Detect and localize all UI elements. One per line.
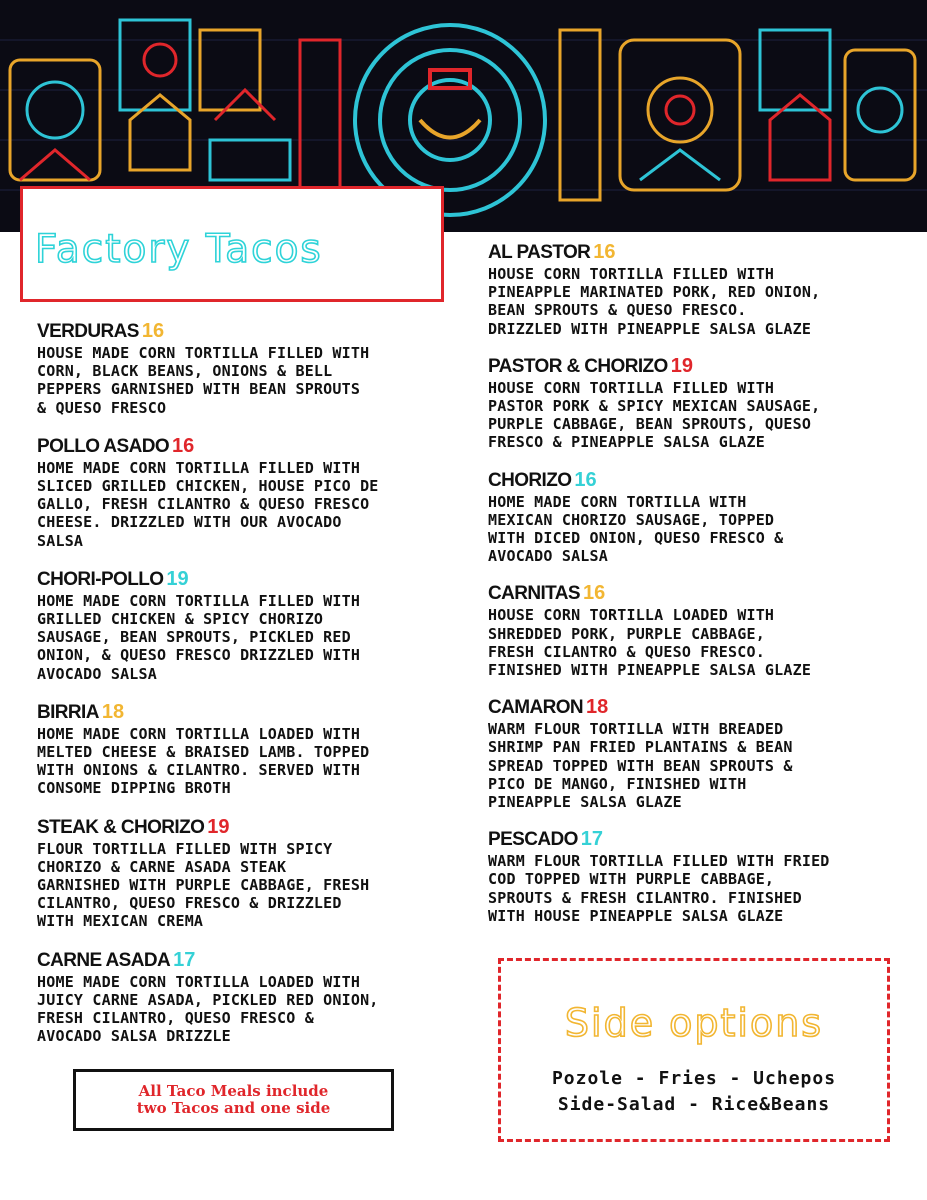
menu-item-price: 16 [582, 582, 606, 605]
menu-item-description: HOME MADE CORN TORTILLA LOADED WITH JUICY CARNE ASADA, PICKLED RED ONION, FRESH CILANTRO, QUESO FRESCO & AVOCADO SALSA DRIZZLE [37, 972, 379, 1046]
menu-item [37, 568, 457, 683]
menu-item-name: CAMARON [488, 697, 584, 719]
menu-item [37, 701, 457, 798]
page-title: Factory Tacos [35, 227, 323, 272]
side-options-box [498, 958, 890, 1142]
menu-item-name: BIRRIA [37, 701, 99, 723]
menu-item-header [37, 568, 457, 592]
menu-item-price: 16 [574, 468, 597, 491]
menu-item-description: HOME MADE CORN TORTILLA LOADED WITH MELTED CHEESE & BRAISED LAMB. TOPPED WITH ONIONS & CILANTRO. SERVED WITH CONSOME DIPPING BROTH [37, 724, 370, 798]
side-options-title: Side options [564, 1001, 824, 1045]
menu-item [488, 469, 908, 566]
menu-item-name: PASTOR & CHORIZO [488, 355, 668, 377]
menu-item-description: HOUSE CORN TORTILLA FILLED WITH PINEAPPLE MARINATED PORK, RED ONION, BEAN SPROUTS & QUESO FRESCO. DRIZZLED WITH PINEAPPLE SALSA GLAZE [488, 265, 821, 338]
menu-item [488, 696, 908, 811]
menu-item-price: 19 [207, 815, 230, 838]
menu-item-header [488, 469, 908, 493]
menu-item [488, 241, 908, 338]
menu-item-price: 18 [101, 700, 125, 723]
menu-item [37, 949, 457, 1046]
side-options-line: Pozole - Fries - Uchepos [551, 1068, 837, 1089]
menu-item-description: HOME MADE CORN TORTILLA WITH MEXICAN CHORIZO SAUSAGE, TOPPED WITH DICED ONION, QUESO FRESCO & AVOCADO SALSA [488, 492, 784, 566]
menu-item-price: 18 [586, 696, 609, 719]
menu-item-price: 16 [593, 241, 616, 263]
note-line: All Taco Meals include [138, 1082, 329, 1100]
menu-item-description: FLOUR TORTILLA FILLED WITH SPICY CHORIZO & CARNE ASADA STEAK GARNISHED WITH PURPLE CABBAGE, FRESH CILANTRO, QUESO FRESCO & DRIZZLED WITH MEXICAN CREMA [37, 839, 370, 931]
menu-item-price: 16 [141, 320, 165, 342]
menu-item-price: 16 [172, 434, 195, 457]
menu-item-header [37, 701, 457, 725]
menu-item-header [488, 828, 908, 852]
menu-column-left [37, 320, 457, 1045]
menu-item-header [37, 320, 457, 344]
menu-item-description: HOME MADE CORN TORTILLA FILLED WITH GRILLED CHICKEN & SPICY CHORIZO SAUSAGE, BEAN SPROUTS, PICKLED RED ONION, & QUESO FRESCO DRIZZLED WITH AVOCADO SALSA [37, 591, 361, 683]
menu-item-name: POLLO ASADO [37, 435, 170, 457]
menu-item-header [488, 355, 908, 379]
menu-item [37, 816, 457, 931]
menu-item-header [37, 816, 457, 840]
menu-item [488, 355, 908, 452]
menu-item-name: CHORI-POLLO [37, 568, 164, 590]
menu-item-header [488, 582, 908, 606]
menu-item-header [37, 435, 457, 459]
menu-item-description: HOME MADE CORN TORTILLA FILLED WITH SLICED GRILLED CHICKEN, HOUSE PICO DE GALLO, FRESH CILANTRO & QUESO FRESCO CHEESE. DRIZZLED WITH OUR AVOCADO SALSA [37, 458, 379, 550]
menu-item-name: VERDURAS [37, 321, 139, 342]
menu-item-price: 17 [173, 948, 196, 971]
menu-item-description: WARM FLOUR TORTILLA FILLED WITH FRIED COD TOPPED WITH PURPLE CABBAGE, SPROUTS & FRESH CILANTRO. FINISHED WITH HOUSE PINEAPPLE SALSA GLAZE [488, 852, 830, 925]
menu-item-header [488, 696, 908, 720]
menu-item-price: 19 [670, 354, 693, 377]
title-box [20, 186, 444, 302]
menu-item [37, 435, 457, 550]
menu-item-name: CHORIZO [488, 469, 572, 491]
note-line: two Tacos and one side [136, 1099, 331, 1117]
menu-item-description: WARM FLOUR TORTILLA WITH BREADED SHRIMP PAN FRIED PLANTAINS & BEAN SPREAD TOPPED WITH BEAN SPROUTS & PICO DE MANGO, FINISHED WITH PINEAPPLE SALSA GLAZE [488, 720, 793, 812]
taco-meal-note [73, 1069, 394, 1131]
menu-item-name: PESCADO [488, 829, 578, 851]
menu-item-name: CARNITAS [488, 583, 580, 605]
menu-item-description: HOUSE CORN TORTILLA FILLED WITH PASTOR PORK & SPICY MEXICAN SAUSAGE, PURPLE CABBAGE, BEAN SPROUTS, QUESO FRESCO & PINEAPPLE SALSA GLAZE [488, 378, 821, 452]
menu-item-description: HOUSE MADE CORN TORTILLA FILLED WITH CORN, BLACK BEANS, ONIONS & BELL PEPPERS GARNISHED WITH BEAN SPROUTS & QUESO FRESCO [37, 344, 370, 417]
menu-item [37, 320, 457, 417]
side-options-line: Side-Salad - Rice&Beans [557, 1094, 831, 1115]
menu-item [488, 582, 908, 679]
menu-item [488, 828, 908, 925]
menu-item-name: STEAK & CHORIZO [37, 816, 205, 838]
menu-item-description: HOUSE CORN TORTILLA LOADED WITH SHREDDED PORK, PURPLE CABBAGE, FRESH CILANTRO & QUESO FRESCO. FINISHED WITH PINEAPPLE SALSA GLAZE [488, 606, 812, 680]
menu-item-header [37, 949, 457, 973]
menu-item-name: AL PASTOR [488, 242, 591, 263]
menu-item-price: 19 [166, 567, 189, 590]
menu-item-header [488, 241, 908, 265]
menu-column-right [488, 241, 908, 925]
menu-item-name: CARNE ASADA [37, 949, 171, 971]
menu-item-price: 17 [580, 828, 604, 851]
